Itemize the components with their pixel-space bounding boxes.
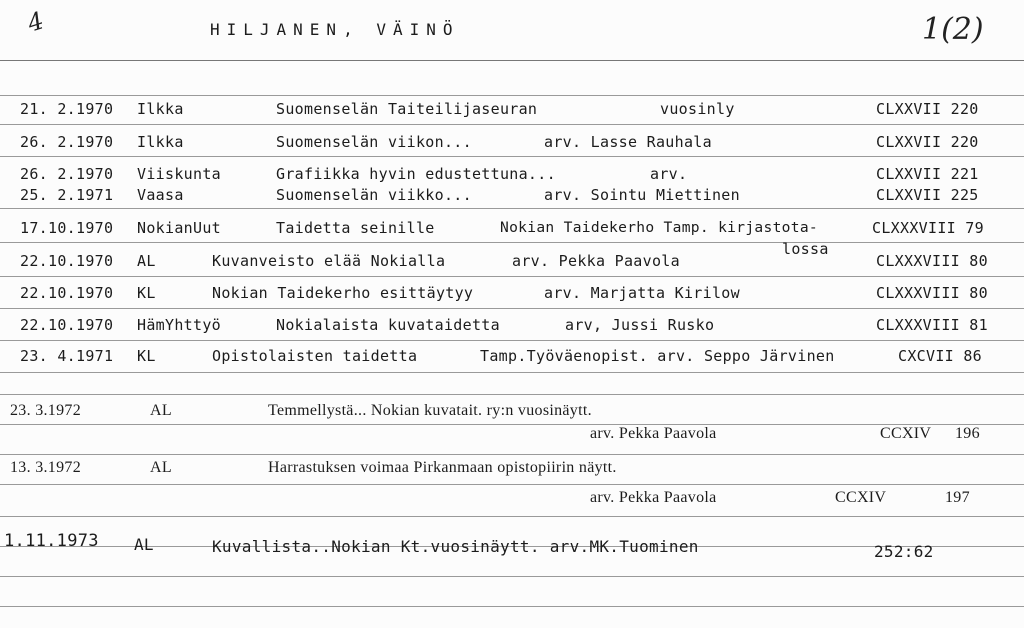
entry-title: Temmellystä... Nokian kuvatait. ry:n vuosinäytt.: [268, 402, 592, 419]
entry-note: Nokian Taidekerho Tamp. kirjastota-: [500, 219, 819, 236]
entry-ref: CLXXXVIII 80: [876, 284, 988, 302]
rule-line: [0, 340, 1024, 341]
entry-title: Suomenselän Taiteilijaseuran: [276, 100, 538, 118]
rule-line: [0, 516, 1024, 517]
rule-line: [0, 95, 1024, 96]
entry-title: Suomenselän viikko...: [276, 186, 472, 204]
entry-source: AL: [134, 535, 154, 554]
entry-ref: CLXXVII 220: [876, 100, 979, 118]
entry-note: Tamp.Työväenopist. arv. Seppo Järvinen: [480, 347, 835, 365]
entry-title: Suomenselän viikon...: [276, 133, 472, 151]
entry-source: Vaasa: [137, 186, 184, 204]
entry-title: Nokialaista kuvataidetta: [276, 316, 500, 334]
card-title: HILJANEN, VÄINÖ: [210, 20, 460, 39]
entry-source: KL: [137, 284, 156, 302]
entry-ref-number: 197: [945, 489, 970, 506]
entry-source: NokianUut: [137, 219, 221, 237]
rule-line: [0, 576, 1024, 577]
rule-line: [0, 372, 1024, 373]
entry-source: AL: [150, 402, 172, 419]
entry-title: Harrastuksen voimaa Pirkanmaan opistopiirin näytt.: [268, 459, 617, 476]
entry-title: Grafiikka hyvin edustettuna...: [276, 165, 556, 183]
entry-ref: CCXIV: [880, 425, 932, 442]
entry-note: vuosinly: [660, 100, 735, 118]
corner-handwritten-mark: 4: [24, 6, 48, 38]
entry-ref: CLXXVII 221: [876, 165, 979, 183]
rule-line: [0, 276, 1024, 277]
entry-ref: CLXXVII 225: [876, 186, 979, 204]
rule-line: [0, 242, 1024, 243]
entry-ref: CLXXXVIII 79: [872, 219, 984, 237]
entry-source: Ilkka: [137, 133, 184, 151]
entry-date: 23. 3.1972: [10, 402, 81, 419]
entry-title: Taidetta seinille: [276, 219, 435, 237]
entry-date: 21. 2.1970: [20, 100, 114, 118]
entry-note: arv. Marjatta Kirilow: [544, 284, 740, 302]
entry-source: AL: [137, 252, 156, 270]
entry-date: 22.10.1970: [20, 316, 114, 334]
entry-note: arv. Sointu Miettinen: [544, 186, 740, 204]
entry-date: 22.10.1970: [20, 252, 114, 270]
rule-line: [0, 484, 1024, 485]
entry-date: 22.10.1970: [20, 284, 114, 302]
entry-note: arv, Jussi Rusko: [565, 316, 715, 334]
entry-date: 13. 3.1972: [10, 459, 81, 476]
entry-note: arv. Pekka Paavola: [512, 252, 680, 270]
entry-title: Kuvanveisto elää Nokialla: [212, 252, 446, 270]
entry-ref: CXCVII 86: [898, 347, 982, 365]
entry-source: Viiskunta: [137, 165, 221, 183]
entry-ref: CCXIV: [835, 489, 887, 506]
page-number: 1(2): [922, 12, 984, 47]
rule-line: [0, 60, 1024, 61]
entry-date: 17.10.1970: [20, 219, 114, 237]
entry-source: Ilkka: [137, 100, 184, 118]
entry-ref: 252:62: [874, 542, 934, 561]
entry-source: KL: [137, 347, 156, 365]
entry-ref-number: 196: [955, 425, 980, 442]
rule-line: [0, 454, 1024, 455]
entry-note: arv.: [650, 165, 688, 183]
rule-line: [0, 124, 1024, 125]
entry-date: 23. 4.1971: [20, 347, 114, 365]
rule-line: [0, 156, 1024, 157]
entry-date: 26. 2.1970: [20, 165, 114, 183]
entry-note: arv. Pekka Paavola: [590, 489, 717, 506]
entry-note-continuation: lossa: [782, 240, 829, 258]
entry-note: arv. Lasse Rauhala: [544, 133, 712, 151]
entry-ref: CLXXXVIII 80: [876, 252, 988, 270]
rule-line: [0, 308, 1024, 309]
entry-note: arv. Pekka Paavola: [590, 425, 717, 442]
entry-source: AL: [150, 459, 172, 476]
entry-date: 26. 2.1970: [20, 133, 114, 151]
rule-line: [0, 424, 1024, 425]
rule-line: [0, 208, 1024, 209]
entry-ref: CLXXVII 220: [876, 133, 979, 151]
entry-title: Nokian Taidekerho esittäytyy: [212, 284, 474, 302]
entry-ref: CLXXXVIII 81: [876, 316, 988, 334]
entry-title: Opistolaisten taidetta: [212, 347, 418, 365]
rule-line: [0, 394, 1024, 395]
entry-date: 1.11.1973: [4, 531, 99, 551]
entry-date: 25. 2.1971: [20, 186, 114, 204]
entry-title: Kuvallista..Nokian Kt.vuosinäytt. arv.MK.Tuominen: [212, 537, 699, 556]
entry-source: HämYhttyö: [137, 316, 221, 334]
rule-line: [0, 606, 1024, 607]
